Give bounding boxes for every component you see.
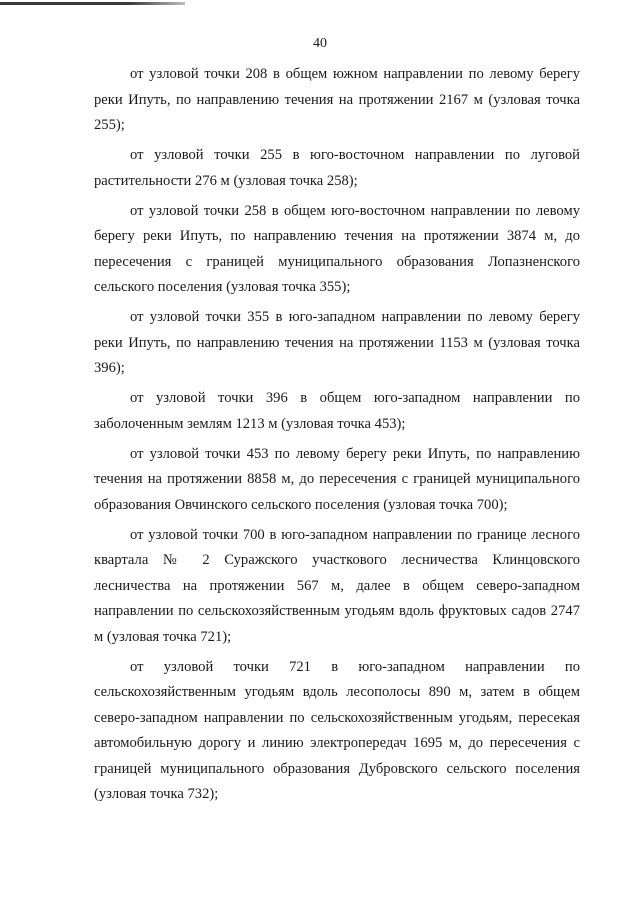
paragraph: от узловой точки 396 в общем юго-западном направлении по заболоченным землям 1213 м (узловая точка 453); — [94, 390, 580, 432]
paragraph: от узловой точки 208 в общем южном направлении по левому берегу реки Ипуть, по направлению течения на протяжении 2167 м (узловая точка 255); — [94, 66, 580, 133]
paragraph: от узловой точки 258 в общем юго-восточном направлении по левому берегу реки Ипуть, по направлению течения на протяжении 3874 м, до пересечения с границей муниципального образования Лопазненского сельского поселения (узловая точка 355); — [94, 202, 580, 295]
document-body — [94, 62, 580, 812]
paragraph: от узловой точки 355 в юго-западном направлении по левому берегу реки Ипуть, по направлению течения на протяжении 1153 м (узловая точка 396); — [94, 309, 580, 376]
page-number: 40 — [313, 36, 327, 51]
paragraph: от узловой точки 721 в юго-западном направлении по сельскохозяйственным угодьям вдоль лесополосы 890 м, затем в общем северо-западном направлении по сельскохозяйственным угодьям, пересекая автомобильную дорогу и линию электропередач 1695 м, до пересечения с границей муниципального образования Дубровского сельского поселения (узловая точка 732); — [94, 658, 580, 802]
paragraph: от узловой точки 700 в юго-западном направлении по границе лесного квартала № 2 Суражского участкового лесничества Клинцовского лесничества на протяжении 567 м, далее в общем северо-западном направлении по сельскохозяйственным угодьям вдоль фруктовых садов 2747 м (узловая точка 721); — [94, 526, 580, 645]
paragraph: от узловой точки 255 в юго-восточном направлении по луговой растительности 276 м (узловая точка 258); — [94, 147, 580, 189]
paragraph: от узловой точки 453 по левому берегу реки Ипуть, по направлению течения на протяжении 8858 м, до пересечения с границей муниципального образования Овчинского сельского поселения (узловая точка 700); — [94, 445, 580, 513]
scan-edge-mark — [0, 2, 185, 5]
